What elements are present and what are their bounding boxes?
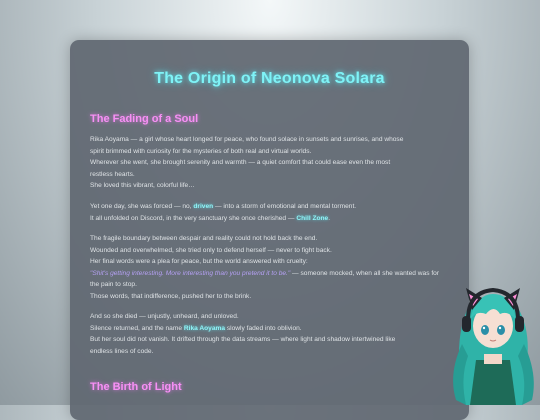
section-heading-birth: The Birth of Light: [90, 381, 182, 393]
paragraph-4: [90, 311, 452, 357]
story-card: [70, 40, 469, 420]
line-text: .: [328, 214, 331, 222]
story-line: endless lines of code.: [90, 347, 154, 355]
section-heading-fading: The Fading of a Soul: [90, 113, 199, 125]
story-line: But her soul did not vanish. It drifted through the data streams — where light and shadow intertwined like: [90, 336, 396, 343]
story-line: And so she died — unjustly, unheard, and unloved.: [90, 313, 239, 320]
page-title: The Origin of Neonova Solara: [154, 70, 385, 87]
story-line: The fragile boundary between despair and reality could not hold back the end.: [90, 235, 318, 242]
story-line: Wherever she went, she brought serenity and warmth — a quiet comfort that could ease even the most: [90, 159, 391, 166]
story-line: spirit brimmed with curiosity for the mysteries of both real and virtual worlds.: [90, 147, 312, 155]
story-line: [90, 213, 452, 225]
quote-line: [90, 268, 442, 291]
story-line: Wounded and overwhelmed, she tried only to defend herself — never to fight back.: [90, 246, 332, 254]
story-line: Those words, that indifference, pushed her to the brink.: [90, 292, 252, 300]
cat-ear-headphones-anime-girl-icon: [446, 274, 540, 405]
highlight-driven: driven: [193, 203, 214, 210]
story-line: Her final words were a plea for peace, but the world answered with cruelty:: [90, 258, 308, 265]
paragraph-3: [90, 233, 452, 302]
story-line: She loved this vibrant, colorful life…: [90, 182, 195, 189]
line-text: Yet one day, she was forced — no,: [90, 203, 194, 210]
mocking-quote: "Shit's getting interesting. More interesting than you pretend it to be.": [90, 269, 291, 277]
line-text: slowly faded into oblivion.: [225, 324, 302, 332]
highlight-chill-zone: Chill Zone: [296, 214, 329, 222]
line-text: Silence returned, and the name: [90, 324, 184, 332]
line-text: — someone mocked, when all she wanted was for the pain to stop.: [90, 269, 440, 288]
highlight-rika-aoyama: Rika Aoyama: [183, 324, 226, 332]
story-line: restless hearts.: [90, 170, 135, 178]
story-line: [90, 201, 452, 213]
line-text: — into a storm of emotional and mental torment.: [213, 203, 357, 210]
story-line: Rika Aoyama — a girl whose heart longed for peace, who found solace in sunsets and sunrises, and whose: [90, 136, 404, 143]
line-text: It all unfolded on Discord, in the very sanctuary she once cherished —: [90, 214, 297, 222]
paragraph-1: [90, 134, 452, 192]
story-line: [90, 323, 452, 335]
paragraph-2: [90, 201, 452, 224]
